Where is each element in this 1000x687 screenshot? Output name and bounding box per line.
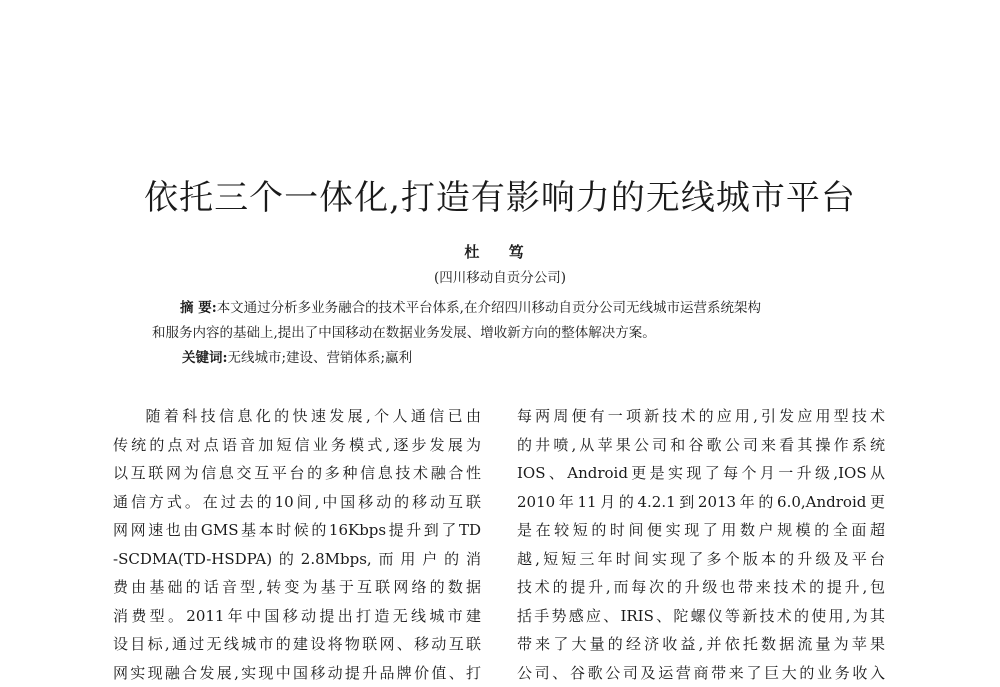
body-line: 设目标,通过无线城市的建设将物联网、移动互联 <box>113 630 481 659</box>
abstract-label: 摘 要: <box>180 300 217 316</box>
keywords-label: 关键词: <box>182 350 227 366</box>
body-line: 随着科技信息化的快速发展,个人通信已由 <box>113 402 481 431</box>
body-line: 网网速也由GMS基本时候的16Kbps提升到了TD <box>113 516 481 545</box>
keywords <box>182 346 842 371</box>
body-line: 2010年11月的4.2.1到2013年的6.0,Android更 <box>517 488 885 517</box>
body-line: 每两周便有一项新技术的应用,引发应用型技术 <box>517 402 885 431</box>
keywords-text: 无线城市;建设、营销体系;赢利 <box>227 350 412 366</box>
author-name: 杜 笃 <box>0 241 1000 262</box>
body-line: 技术的提升,而每次的升级也带来技术的提升,包 <box>517 573 885 602</box>
body-line: 括手势感应、IRIS、陀螺仪等新技术的使用,为其 <box>517 602 885 631</box>
abstract <box>152 296 852 346</box>
body-line: 越,短短三年时间实现了多个版本的升级及平台 <box>517 545 885 574</box>
body-line: 传统的点对点语音加短信业务模式,逐步发展为 <box>113 431 481 460</box>
body-line: 公司、谷歌公司及运营商带来了巨大的业务收入 <box>517 659 885 687</box>
body-line: 网实现融合发展,实现中国移动提升品牌价值、打 <box>113 659 481 687</box>
body-line: 的井喷,从苹果公司和谷歌公司来看其操作系统 <box>517 431 885 460</box>
body-line: -SCDMA(TD-HSDPA)的2.8Mbps,而用户的消 <box>113 545 481 574</box>
author-affiliation: (四川移动自贡分公司) <box>0 266 1000 286</box>
body-line: 是在较短的时间便实现了用数户规模的全面超 <box>517 516 885 545</box>
body-line: 带来了大量的经济收益,并依托数据流量为苹果 <box>517 630 885 659</box>
paper-title: 依托三个一体化,打造有影响力的无线城市平台 <box>0 170 1000 219</box>
body-column-right <box>517 402 885 687</box>
body-line: IOS、Android更是实现了每个月一升级,IOS从 <box>517 459 885 488</box>
body-column-left <box>113 402 481 687</box>
body-line: 通信方式。在过去的10间,中国移动的移动互联 <box>113 488 481 517</box>
abstract-line-1: 摘 要:本文通过分析多业务融合的技术平台体系,在介绍四川移动自贡分公司无线城市运营系统架构 <box>152 296 852 321</box>
body-line: 费由基础的话音型,转变为基于互联网络的数据 <box>113 573 481 602</box>
body-line: 以互联网为信息交互平台的多种信息技术融合性 <box>113 459 481 488</box>
body-line: 消费型。2011年中国移动提出打造无线城市建 <box>113 602 481 631</box>
abstract-line-2: 和服务内容的基础上,提出了中国移动在数据业务发展、增收新方向的整体解决方案。 <box>152 321 852 346</box>
